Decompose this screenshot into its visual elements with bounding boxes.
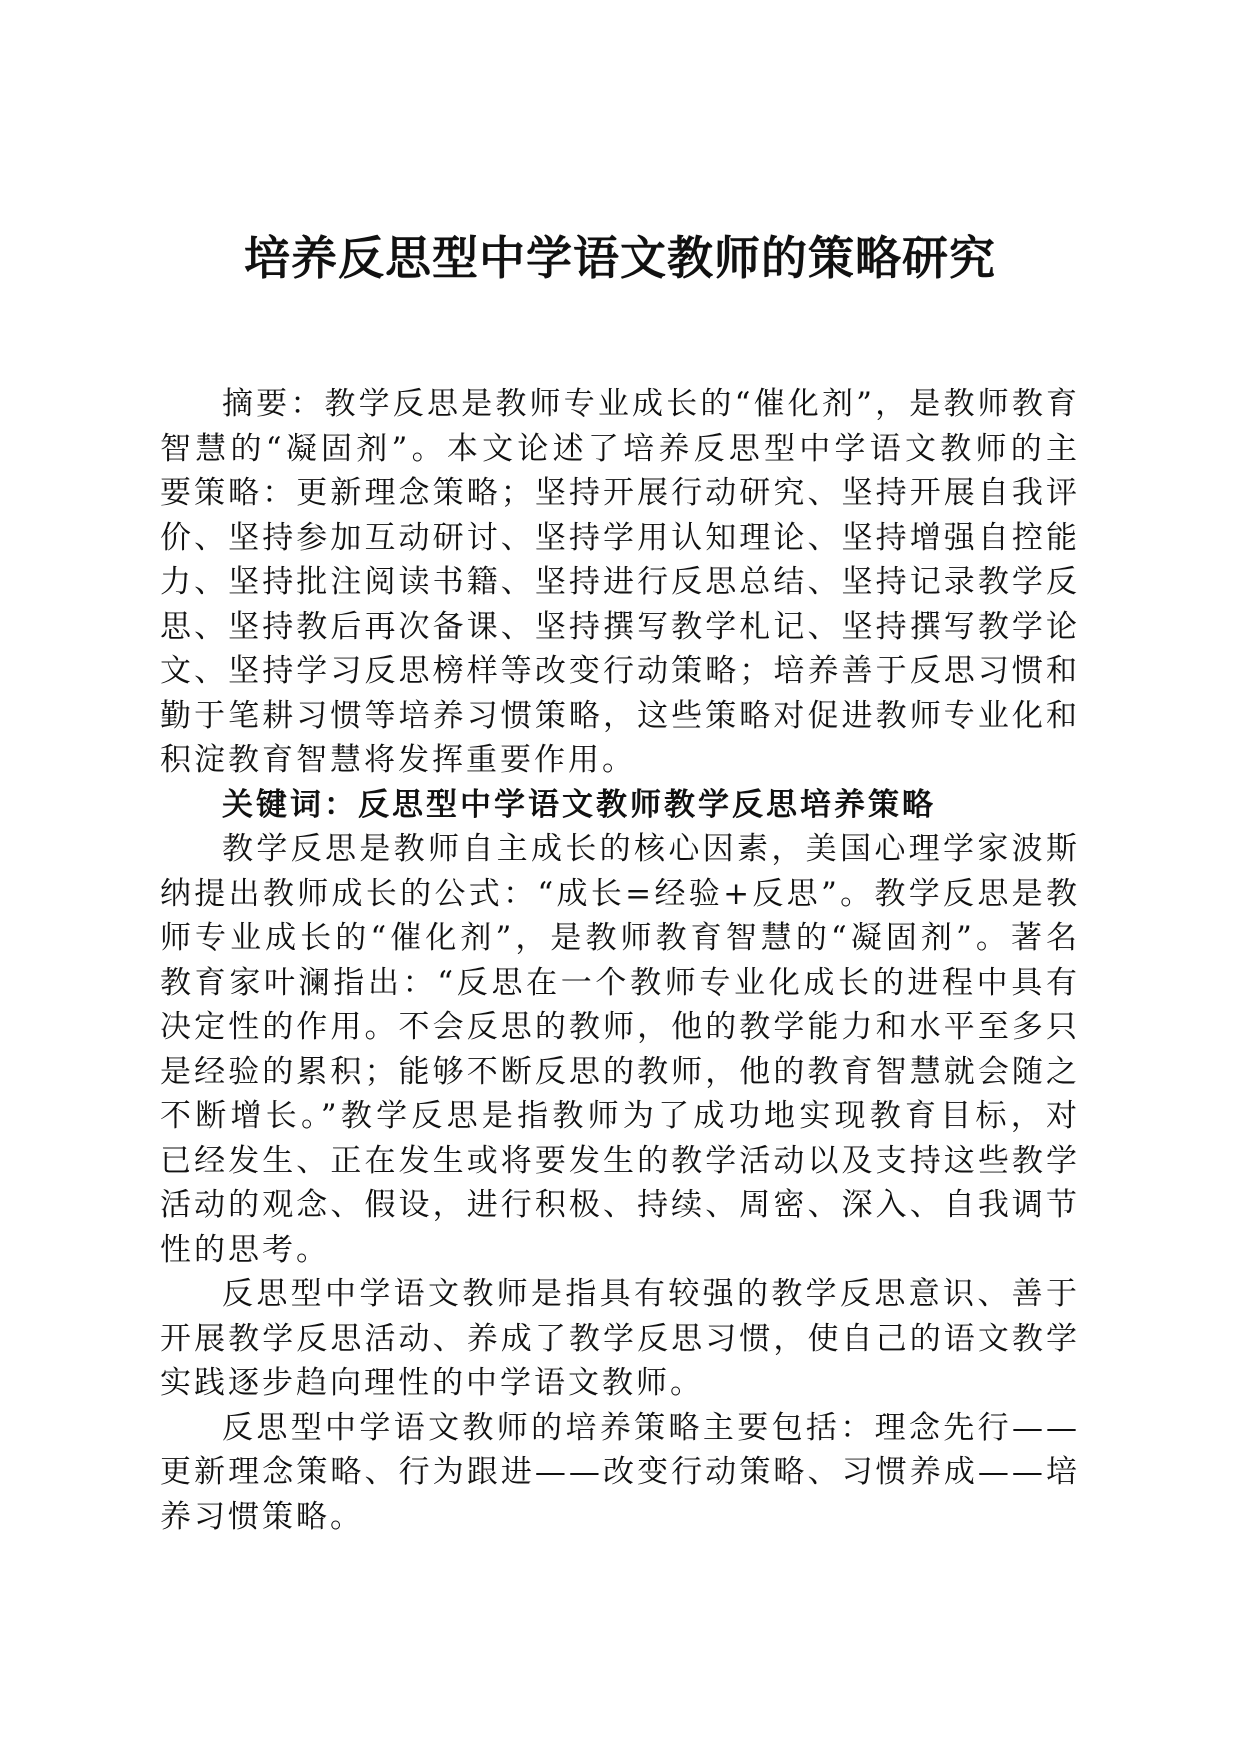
document-title: 培养反思型中学语文教师的策略研究 [244, 231, 996, 285]
body-paragraph-1: 教学反思是教师自主成长的核心因素，美国心理学家波斯纳提出教师成长的公式：“成长=经验+反思”。教学反思是教师专业成长的“催化剂”，是教师教育智慧的“凝固剂”。著名教育家叶澜指出：“反思在一个教师专业化成长的进程中具有决定性的作用。不会反思的教师，他的教学能力和水平至多只是经验的累积；能够不断反思的教师，他的教育智慧就会随之不断增长。”教学反思是指教师为了成功地实现教育目标，对已经发生、正在发生或将要发生的教学活动以及支持这些教学活动的观念、假设，进行积极、持续、周密、深入、自我调节性的思考。 [160, 831, 1080, 1268]
document-body [160, 382, 1080, 1539]
abstract-paragraph: 摘要：教学反思是教师专业成长的“催化剂”，是教师教育智慧的“凝固剂”。本文论述了培养反思型中学语文教师的主要策略：更新理念策略；坚持开展行动研究、坚持开展自我评价、坚持参加互动研讨、坚持学用认知理论、坚持增强自控能力、坚持批注阅读书籍、坚持进行反思总结、坚持记录教学反思、坚持教后再次备课、坚持撰写教学札记、坚持撰写教学论文、坚持学习反思榜样等改变行动策略；培养善于反思习惯和勤于笔耕习惯等培养习惯策略，这些策略对促进教师专业化和积淀教育智慧将发挥重要作用。 [160, 386, 1080, 778]
keywords-line: 关键词：反思型中学语文教师教学反思培养策略 [222, 786, 936, 823]
body-paragraph-3: 反思型中学语文教师的培养策略主要包括：理念先行——更新理念策略、行为跟进——改变行动策略、习惯养成——培养习惯策略。 [160, 1409, 1080, 1535]
body-paragraph-2: 反思型中学语文教师是指具有较强的教学反思意识、善于开展教学反思活动、养成了教学反思习惯，使自己的语文教学实践逐步趋向理性的中学语文教师。 [160, 1276, 1080, 1401]
